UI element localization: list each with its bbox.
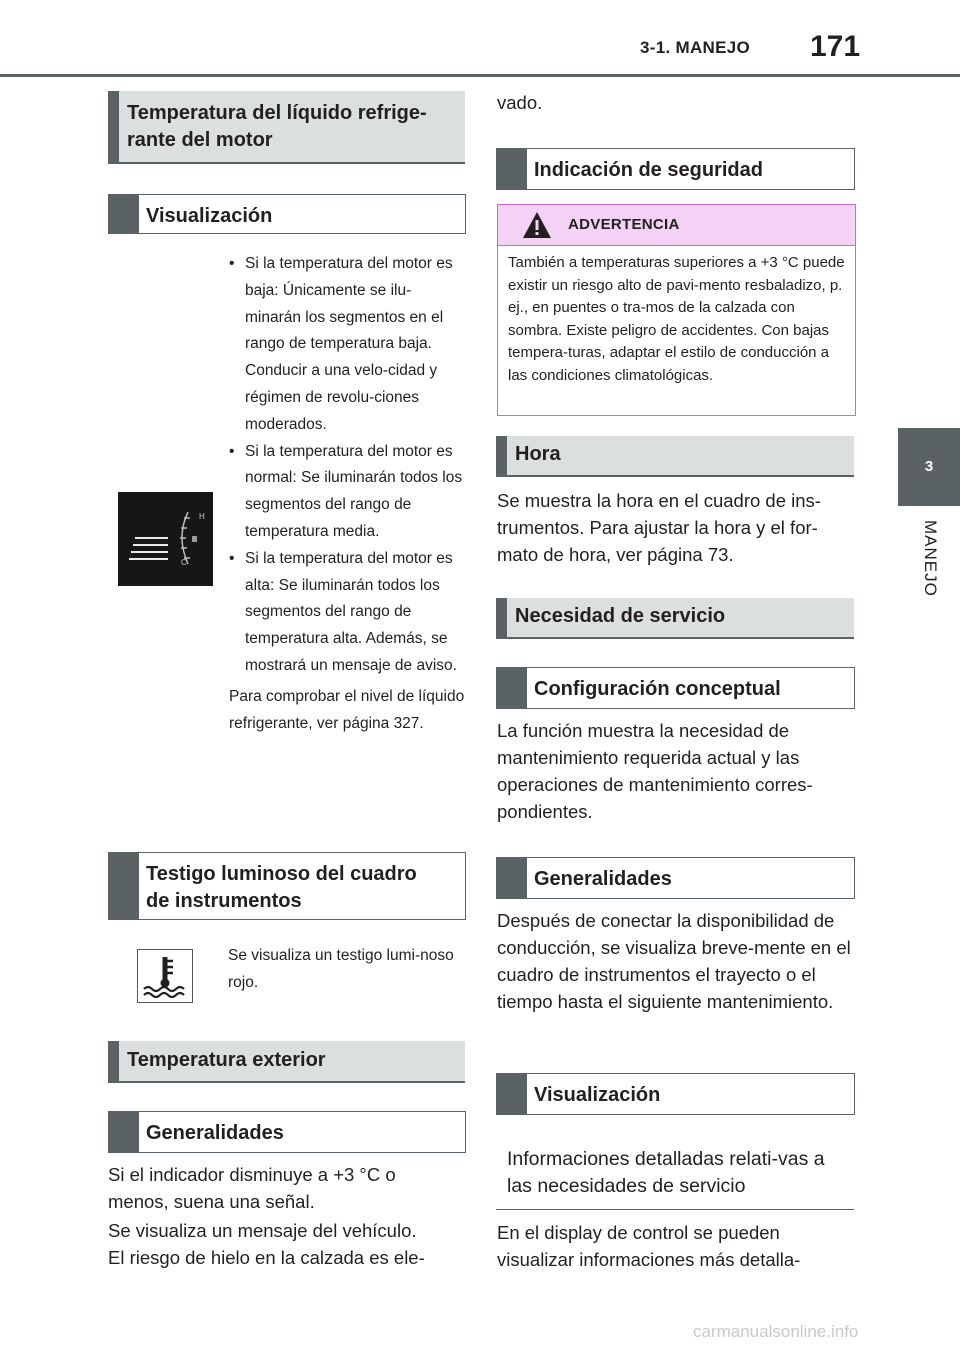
warning-triangle-icon — [521, 210, 553, 240]
detail-heading: Informaciones detalladas relati-vas a las necesidades de servicio — [507, 1148, 825, 1197]
paragraph-last: En el display de control se pueden visualizar informaciones más detalla- — [497, 1222, 801, 1270]
gauge-label-high: H — [199, 512, 205, 521]
heading-coolant-line2: rante del motor — [127, 129, 273, 151]
chapter-label: MANEJO — [921, 520, 940, 597]
heading-text: Necesidad de servicio — [515, 605, 726, 627]
heading-hora — [496, 436, 854, 477]
subheading-text: Configuración conceptual — [534, 678, 781, 700]
heading-bar — [108, 91, 119, 162]
heading-bar — [496, 436, 507, 475]
heading-square — [109, 1112, 139, 1152]
heading-square — [497, 858, 527, 898]
heading-square — [497, 668, 527, 708]
subheading-generalidades-right — [496, 857, 855, 899]
coolant-gauge-image — [118, 492, 213, 586]
paragraph-configuracion: La función muestra la necesidad de mantenimiento requerida actual y las operaciones de mantenimiento corres-pondientes. — [497, 720, 813, 822]
paragraph-generalidades: Después de conectar la disponibilidad de conducción, se visualiza breve-mente en el cuadro de instrumentos el trayecto o el tiempo hasta el siguiente mantenimiento. — [497, 910, 851, 1012]
testigo-description: Se visualiza un testigo lumi-noso rojo. — [228, 947, 454, 991]
subheading-testigo-line2: de instrumentos — [146, 890, 302, 912]
detail-heading-box — [496, 1143, 854, 1210]
bullet-item: • Si la temperatura del motor es baja: Únicamente se ilu-minarán los segmentos en el rango de temperatura baja. Conducir a una velo-cidad y régimen de revolu-ciones moderados. — [229, 251, 465, 439]
bullet-list-container — [229, 251, 465, 737]
heading-square — [109, 853, 139, 919]
watermark: carmanualsonline.info — [693, 1322, 859, 1341]
section-title: 3-1. MANEJO — [640, 38, 751, 57]
heading-coolant-line1: Temperatura del líquido refrige- — [127, 102, 427, 124]
coolant-check-note: Para comprobar el nivel de líquido refrigerante, ver página 327. — [229, 687, 465, 732]
subheading-visualizacion-right — [496, 1073, 855, 1115]
heading-necesidad-servicio — [496, 598, 854, 639]
subheading-text: Visualización — [146, 205, 273, 227]
gauge-label-low: C — [181, 558, 187, 567]
heading-text: Hora — [515, 443, 561, 465]
heading-square — [497, 149, 527, 189]
header-rule — [0, 74, 960, 77]
bullet-item: • Si la temperatura del motor es normal: Se iluminarán todos los segmentos del rango de temperatura media. — [229, 439, 465, 546]
heading-coolant-temperature — [108, 91, 465, 164]
warning-header — [498, 205, 855, 246]
coolant-warning-icon — [137, 949, 193, 1003]
heading-bar — [108, 1041, 119, 1081]
subheading-text: Generalidades — [534, 868, 672, 890]
chapter-tab[interactable]: 3 — [898, 428, 960, 506]
subheading-text: Generalidades — [146, 1122, 284, 1144]
paragraph-hora: Se muestra la hora en el cuadro de ins-trumentos. Para ajustar la hora y el for-mato de hora, ver página 73. — [497, 490, 821, 565]
subheading-testigo-line1: Testigo luminoso del cuadro — [146, 863, 417, 885]
subheading-text: Indicación de seguridad — [534, 159, 763, 181]
heading-square — [109, 195, 139, 233]
paragraph-continuation: vado. — [497, 92, 543, 113]
paragraph-temp-ext-1: Si el indicador disminuye a +3 °C o menos, suena una señal. — [108, 1164, 396, 1212]
paragraph-temp-ext-3: El riesgo de hielo en la calzada es ele- — [108, 1247, 425, 1268]
heading-temperatura-exterior — [108, 1041, 465, 1083]
subheading-testigo — [108, 852, 466, 920]
warning-box — [497, 204, 856, 416]
paragraph-temp-ext-2: Se visualiza un mensaje del vehículo. — [108, 1220, 417, 1241]
subheading-generalidades-left — [108, 1111, 466, 1153]
heading-text: Temperatura exterior — [127, 1049, 326, 1071]
bullet-item: • Si la temperatura del motor es alta: Se iluminarán todos los segmentos del rango de temperatura alta. Además, se mostrará un mensaje de aviso. — [229, 546, 465, 680]
page-number: 171 — [810, 30, 861, 63]
warning-title: ADVERTENCIA — [568, 216, 680, 233]
temperature-bullet-list — [229, 251, 465, 680]
subheading-text: Visualización — [534, 1084, 661, 1106]
subheading-seguridad — [496, 148, 855, 190]
heading-square — [497, 1074, 527, 1114]
coolant-gauge-graphic — [118, 492, 213, 586]
subheading-visualizacion-left — [108, 194, 466, 234]
warning-text: También a temperaturas superiores a +3 °C puede existir un riesgo alto de pavi-mento resbaladizo, p. ej., en puentes o tra-mos de la calzada con sombra. Existe peligro de accidentes. Con bajas tempera-turas, adaptar el estilo de conducción a las condiciones climatológicas. — [508, 254, 845, 384]
subheading-configuracion — [496, 667, 855, 709]
heading-bar — [496, 598, 507, 637]
